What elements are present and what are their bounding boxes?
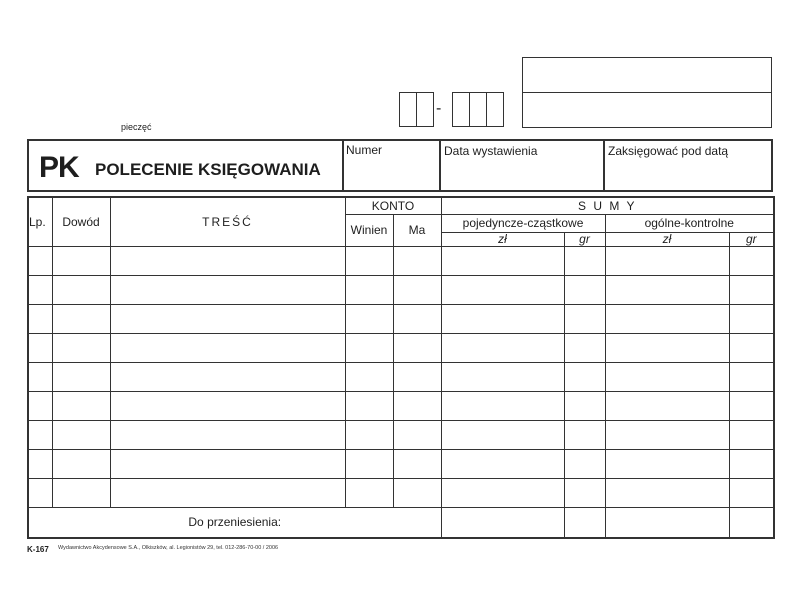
cell-tresc[interactable]	[110, 449, 345, 478]
cell-zl-2[interactable]	[605, 391, 729, 420]
cell-gr-2[interactable]	[729, 362, 774, 391]
cell-gr-2[interactable]	[729, 478, 774, 507]
cell-zl-2[interactable]	[605, 478, 729, 507]
cell-gr-1[interactable]	[564, 478, 605, 507]
numer-label: Numer	[346, 143, 383, 157]
header-gr-1: gr	[564, 232, 605, 246]
table-row	[28, 333, 774, 362]
top-right-box-2[interactable]	[522, 92, 772, 128]
cell-gr-1[interactable]	[564, 275, 605, 304]
cell-dowod[interactable]	[52, 478, 110, 507]
cell-winien[interactable]	[345, 362, 393, 391]
cell-gr-2[interactable]	[729, 449, 774, 478]
stamp-label: pieczęć	[121, 122, 152, 132]
cell-dowod[interactable]	[52, 420, 110, 449]
cell-gr-2[interactable]	[729, 391, 774, 420]
header-dowod: Dowód	[52, 197, 110, 246]
cell-gr-2[interactable]	[729, 246, 774, 275]
cell-dowod[interactable]	[52, 275, 110, 304]
header-konto: KONTO	[345, 197, 441, 214]
cell-tresc[interactable]	[110, 420, 345, 449]
code-box[interactable]	[469, 92, 487, 127]
cell-ma[interactable]	[393, 246, 441, 275]
numer-field[interactable]	[342, 139, 441, 192]
carry-gr-1[interactable]	[564, 507, 605, 538]
header-lp: Lp.	[28, 197, 52, 246]
cell-zl-2[interactable]	[605, 246, 729, 275]
cell-dowod[interactable]	[52, 333, 110, 362]
table-row	[28, 420, 774, 449]
table-row	[28, 304, 774, 333]
cell-zl-1[interactable]	[441, 420, 564, 449]
cell-zl-2[interactable]	[605, 304, 729, 333]
cell-lp[interactable]	[28, 275, 52, 304]
table-row	[28, 246, 774, 275]
cell-tresc[interactable]	[110, 275, 345, 304]
header-gr-2: gr	[729, 232, 774, 246]
header-zl-2: zł	[605, 232, 729, 246]
cell-winien[interactable]	[345, 246, 393, 275]
cell-gr-1[interactable]	[564, 449, 605, 478]
cell-winien[interactable]	[345, 304, 393, 333]
zaksiegowac-field[interactable]	[603, 139, 773, 192]
cell-ma[interactable]	[393, 275, 441, 304]
cell-zl-1[interactable]	[441, 478, 564, 507]
code-box[interactable]	[399, 92, 417, 127]
cell-zl-2[interactable]	[605, 333, 729, 362]
do-przeniesienia-label: Do przeniesienia:	[28, 507, 441, 538]
cell-lp[interactable]	[28, 478, 52, 507]
cell-zl-1[interactable]	[441, 333, 564, 362]
cell-ma[interactable]	[393, 391, 441, 420]
carry-zl-2[interactable]	[605, 507, 729, 538]
table-row	[28, 391, 774, 420]
header-tresc: TREŚĆ	[110, 197, 345, 246]
cell-winien[interactable]	[345, 333, 393, 362]
cell-tresc[interactable]	[110, 478, 345, 507]
cell-zl-2[interactable]	[605, 420, 729, 449]
cell-gr-1[interactable]	[564, 362, 605, 391]
table-row	[28, 275, 774, 304]
carry-zl-1[interactable]	[441, 507, 564, 538]
cell-dowod[interactable]	[52, 362, 110, 391]
title-box	[27, 139, 344, 192]
cell-dowod[interactable]	[52, 449, 110, 478]
code-box[interactable]	[416, 92, 434, 127]
entries-table	[27, 196, 775, 539]
cell-zl-1[interactable]	[441, 304, 564, 333]
code-box[interactable]	[452, 92, 470, 127]
footer-publisher: Wydawnictwo Akcydensowe S.A., Olkiszków, al. Legionistów 29, tel. 012-286-70-00 / 2006	[58, 545, 279, 551]
cell-zl-2[interactable]	[605, 449, 729, 478]
data-wystawienia-label: Data wystawienia	[444, 144, 538, 158]
cell-zl-1[interactable]	[441, 362, 564, 391]
cell-dowod[interactable]	[52, 304, 110, 333]
cell-winien[interactable]	[345, 449, 393, 478]
cell-zl-1[interactable]	[441, 275, 564, 304]
table-row	[28, 478, 774, 507]
header-pojedyncze: pojedyncze-cząstkowe	[441, 214, 605, 232]
cell-lp[interactable]	[28, 246, 52, 275]
cell-lp[interactable]	[28, 420, 52, 449]
form-name-title: POLECENIE KSIĘGOWANIA	[95, 160, 321, 179]
zaksiegowac-label: Zaksięgować pod datą	[608, 144, 729, 158]
cell-lp[interactable]	[28, 304, 52, 333]
cell-gr-2[interactable]	[729, 304, 774, 333]
top-right-box-1[interactable]	[522, 57, 772, 93]
cell-winien[interactable]	[345, 478, 393, 507]
cell-dowod[interactable]	[52, 391, 110, 420]
cell-zl-2[interactable]	[605, 362, 729, 391]
cell-gr-1[interactable]	[564, 333, 605, 362]
cell-gr-2[interactable]	[729, 420, 774, 449]
cell-gr-1[interactable]	[564, 391, 605, 420]
cell-tresc[interactable]	[110, 246, 345, 275]
cell-ma[interactable]	[393, 304, 441, 333]
cell-gr-1[interactable]	[564, 246, 605, 275]
cell-zl-2[interactable]	[605, 275, 729, 304]
cell-lp[interactable]	[28, 362, 52, 391]
cell-winien[interactable]	[345, 275, 393, 304]
cell-tresc[interactable]	[110, 362, 345, 391]
header-winien: Winien	[345, 214, 393, 246]
data-wystawienia-field[interactable]	[439, 139, 605, 192]
cell-tresc[interactable]	[110, 391, 345, 420]
cell-tresc[interactable]	[110, 304, 345, 333]
header-ma: Ma	[393, 214, 441, 246]
cell-tresc[interactable]	[110, 333, 345, 362]
code-box[interactable]	[486, 92, 504, 127]
cell-ma[interactable]	[393, 449, 441, 478]
header-zl-1: zł	[441, 232, 564, 246]
footer-form-code: K-167	[27, 545, 49, 554]
cell-lp[interactable]	[28, 449, 52, 478]
cell-winien[interactable]	[345, 391, 393, 420]
cell-zl-1[interactable]	[441, 449, 564, 478]
table-row	[28, 362, 774, 391]
header-ogolne: ogólne-kontrolne	[605, 214, 774, 232]
cell-gr-1[interactable]	[564, 420, 605, 449]
cell-gr-2[interactable]	[729, 275, 774, 304]
code-dash: -	[436, 100, 442, 117]
cell-ma[interactable]	[393, 333, 441, 362]
form-code-title: PK	[39, 151, 79, 184]
cell-gr-1[interactable]	[564, 304, 605, 333]
cell-gr-2[interactable]	[729, 333, 774, 362]
cell-lp[interactable]	[28, 333, 52, 362]
cell-zl-1[interactable]	[441, 391, 564, 420]
table-row	[28, 449, 774, 478]
carry-gr-2[interactable]	[729, 507, 774, 538]
cell-zl-1[interactable]	[441, 246, 564, 275]
cell-lp[interactable]	[28, 391, 52, 420]
cell-ma[interactable]	[393, 420, 441, 449]
cell-winien[interactable]	[345, 420, 393, 449]
cell-ma[interactable]	[393, 362, 441, 391]
cell-ma[interactable]	[393, 478, 441, 507]
header-sumy: S U M Y	[441, 197, 774, 214]
cell-dowod[interactable]	[52, 246, 110, 275]
